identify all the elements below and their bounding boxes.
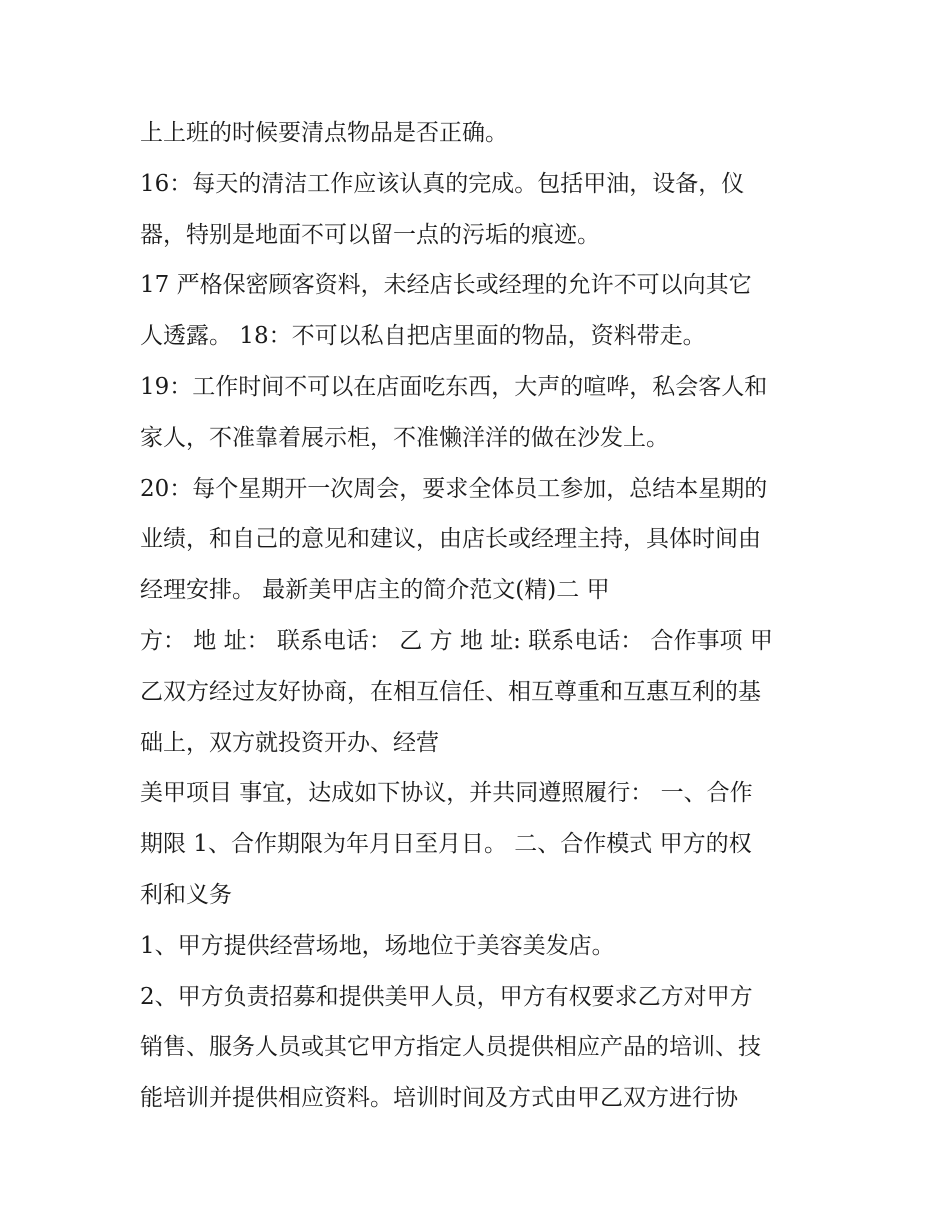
text-line: 家人，不准靠着展示柜，不准懒洋洋的做在沙发上。 (140, 424, 669, 451)
text-line: 经理安排。 最新美甲店主的简介范文(精)二 甲 (140, 577, 610, 604)
text-line: 器，特别是地面不可以留一点的污垢的痕迹。 (140, 221, 600, 248)
text-line: 2、甲方负责招募和提供美甲人员，甲方有权要求乙方对甲方 (140, 983, 753, 1010)
text-line: 利和义务 (140, 881, 232, 908)
text-line: 20：每个星期开一次周会，要求全体员工参加，总结本星期的 (140, 475, 768, 502)
document-body (140, 108, 820, 1124)
text-line: 期限 1、合作期限为年月日至月日。 二、合作模式 甲方的权 (140, 831, 752, 858)
text-line: 19：工作时间不可以在店面吃东西，大声的喧哗，私会客人和 (140, 373, 768, 400)
text-line: 人透露。 18：不可以私自把店里面的物品，资料带走。 (140, 323, 706, 350)
text-line: 乙双方经过友好协商，在相互信任、相互尊重和互惠互利的基 (140, 678, 761, 705)
text-line: 能培训并提供相应资料。培训时间及方式由甲乙双方进行协 (140, 1085, 738, 1112)
text-line: 上上班的时候要清点物品是否正确。 (140, 120, 508, 146)
text-line: 16：每天的清洁工作应该认真的完成。包括甲油，设备，仪 (140, 170, 745, 197)
text-line: 美甲项目 事宜，达成如下协议，并共同遵照履行： 一、合作 (140, 780, 753, 807)
text-line: 方： 地 址： 联系电话： 乙 方 地 址: 联系电话： 合作事项 甲 (140, 627, 773, 654)
text-line: 17 严格保密顾客资料，未经店长或经理的允许不可以向其它 (140, 272, 752, 299)
text-line: 业绩，和自己的意见和建议，由店长或经理主持，具体时间由 (140, 526, 761, 553)
text-line: 销售、服务人员或其它甲方指定人员提供相应产品的培训、技 (140, 1034, 761, 1061)
text-line: 1、甲方提供经营场地，场地位于美容美发店。 (140, 932, 615, 959)
text-line: 础上，双方就投资开办、经营 (140, 729, 439, 756)
